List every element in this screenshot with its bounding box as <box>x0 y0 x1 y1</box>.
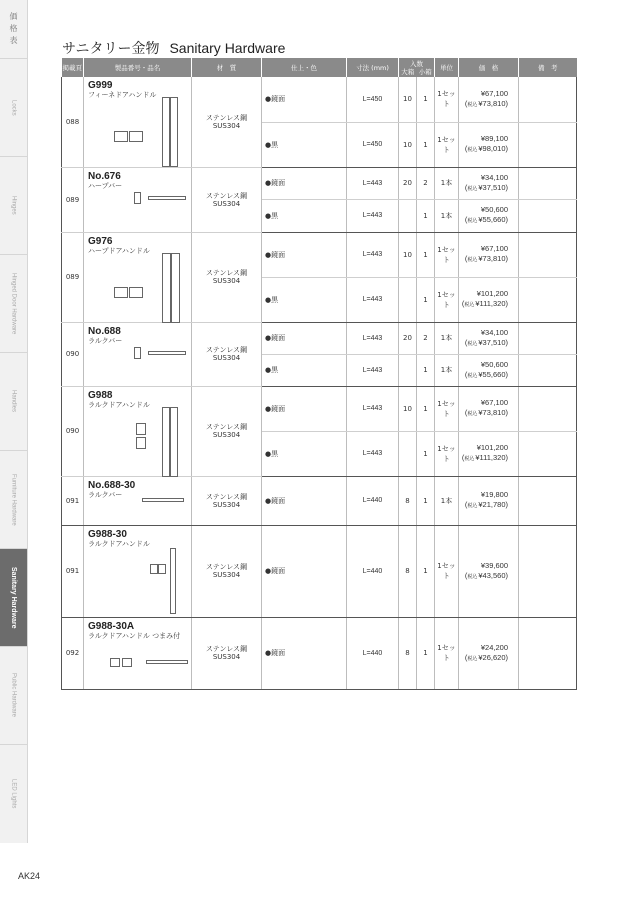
tax-label: 税込 <box>464 456 475 462</box>
material-code: SUS304 <box>212 500 241 509</box>
finish-cell: ●鏡面 <box>262 232 347 277</box>
price: ¥34,100 <box>480 172 508 182</box>
size-cell: L=450 <box>347 122 399 167</box>
side-header-char: 表 <box>9 36 18 45</box>
qty-small-cell: 1 <box>417 525 435 617</box>
finish-cell: ●鏡面 <box>262 167 347 199</box>
product-cell <box>84 167 192 232</box>
price-tax: ¥26,620 <box>478 652 506 662</box>
side-index-header <box>0 0 27 58</box>
header-qty <box>399 58 435 77</box>
qty-large-cell: 10 <box>399 122 417 167</box>
qty-large-cell: 8 <box>399 476 417 525</box>
material-cell <box>192 476 262 525</box>
note-cell <box>519 386 577 431</box>
qty-small-cell: 1 <box>417 431 435 476</box>
unit-cell: 1セット <box>435 232 459 277</box>
material-cell <box>192 386 262 476</box>
product-image <box>114 407 184 477</box>
page-title <box>62 38 285 58</box>
product-image <box>114 97 184 167</box>
size-cell: L=443 <box>347 386 399 431</box>
qty-large-cell <box>399 277 417 322</box>
qty-small-cell: 1 <box>417 386 435 431</box>
finish-cell: ●鏡面 <box>262 386 347 431</box>
qty-large-cell <box>399 354 417 386</box>
material-jp: ステンレス鋼 <box>205 113 248 122</box>
price: ¥101,200 <box>476 443 508 452</box>
price: ¥19,800 <box>480 490 508 499</box>
table-header-row <box>62 58 577 77</box>
price-cell: ¥50,600 (税込¥55,660) <box>459 199 519 232</box>
product-code: G988-30A <box>88 620 135 632</box>
product-code: G988-30 <box>88 528 127 540</box>
material-code: SUS304 <box>212 277 241 285</box>
tax-label: 税込 <box>467 218 478 224</box>
qty-large-cell: 8 <box>399 617 417 689</box>
tax-label: 税込 <box>467 257 478 263</box>
header-size: 寸法 (mm) <box>347 58 399 77</box>
note-cell <box>519 122 577 167</box>
tax-label: 税込 <box>467 340 478 347</box>
tax-label: 税込 <box>467 503 478 509</box>
table-row <box>62 167 577 199</box>
page-ref: 089 <box>62 167 84 232</box>
price-cell: ¥67,100 (税込¥73,810) <box>459 386 519 431</box>
price-tax: ¥43,560 <box>478 570 506 580</box>
material-jp: ステンレス鋼 <box>205 423 248 431</box>
product-name: ラルクドアハンドル つまみ付 <box>88 631 181 640</box>
size-cell: L=443 <box>347 354 399 386</box>
page-title-jp: サニタリー金物 <box>62 41 160 57</box>
product-name: ハープドアハンドル <box>88 246 150 255</box>
qty-small-cell: 1 <box>417 122 435 167</box>
page-ref: 092 <box>62 617 84 689</box>
qty-small-cell: 1 <box>417 354 435 386</box>
price-tax: ¥111,320 <box>475 453 506 462</box>
product-cell <box>84 617 192 689</box>
price-cell: ¥89,100 (税込¥98,010) <box>459 122 519 167</box>
table-row <box>62 77 577 122</box>
material-cell <box>192 525 262 617</box>
tax-label: 税込 <box>467 147 478 153</box>
tax-label: 税込 <box>467 655 478 662</box>
page-ref: 088 <box>62 77 84 167</box>
side-tab-handles[interactable]: Handles <box>0 352 27 450</box>
header-product: 製品番号・品名 <box>84 58 192 77</box>
product-cell <box>84 322 192 386</box>
price-cell: ¥19,800 (税込¥21,780) <box>459 476 519 525</box>
product-image <box>134 347 194 361</box>
page-number: AK24 <box>18 871 41 881</box>
price-cell: ¥101,200 (税込¥111,320) <box>459 431 519 476</box>
product-code: No.688-30 <box>88 479 136 491</box>
price-tax: ¥55,660 <box>478 369 506 379</box>
unit-cell: 1セット <box>435 277 459 322</box>
material-jp: ステンレス鋼 <box>205 645 248 653</box>
page-ref: 091 <box>62 476 84 525</box>
qty-small-cell: 1 <box>417 617 435 689</box>
material-code: SUS304 <box>212 199 241 208</box>
size-cell: L=443 <box>347 431 399 476</box>
size-cell: L=440 <box>347 525 399 617</box>
unit-cell: 1セット <box>435 525 459 617</box>
product-cell <box>84 77 192 167</box>
material-jp: ステンレス鋼 <box>205 269 248 277</box>
finish-cell: ●黒 <box>262 199 347 232</box>
unit-cell: 1セット <box>435 77 459 122</box>
unit-cell: 1本 <box>435 167 459 199</box>
product-code: No.676 <box>88 170 121 182</box>
tax-label: 税込 <box>464 302 475 308</box>
header-page: 掲載頁 <box>62 58 84 77</box>
header-qty-small: 小箱 <box>418 67 432 76</box>
price: ¥50,600 <box>480 359 508 369</box>
product-name: フィーネドアハンドル <box>88 91 157 99</box>
material-cell <box>192 77 262 167</box>
product-cell <box>84 525 192 617</box>
tax-label: 税込 <box>467 101 478 108</box>
price-tax: ¥55,660 <box>478 215 506 224</box>
price: ¥67,100 <box>480 398 508 407</box>
price: ¥39,600 <box>480 560 508 570</box>
unit-cell: 1セット <box>435 386 459 431</box>
finish-cell: ●黒 <box>262 431 347 476</box>
qty-large-cell: 20 <box>399 322 417 354</box>
note-cell <box>519 476 577 525</box>
price-cell: ¥39,600 (税込¥43,560) <box>459 525 519 617</box>
material-jp: ステンレス鋼 <box>205 492 248 501</box>
header-finish: 仕上・色 <box>262 58 347 77</box>
price-cell: ¥67,100 (税込¥73,810) <box>459 77 519 122</box>
side-header-char: 格 <box>9 24 18 33</box>
qty-small-cell: 2 <box>417 167 435 199</box>
price: ¥67,100 <box>480 88 508 98</box>
table-row <box>62 232 577 277</box>
material-cell <box>192 167 262 232</box>
material-cell <box>192 617 262 689</box>
table-row <box>62 386 577 431</box>
finish-cell: ●黒 <box>262 354 347 386</box>
size-cell: L=443 <box>347 167 399 199</box>
product-image <box>110 658 190 672</box>
price-cell: ¥34,100 (税込¥37,510) <box>459 322 519 354</box>
unit-cell: 1セット <box>435 431 459 476</box>
header-unit: 単位 <box>435 58 459 77</box>
price-tax: ¥98,010 <box>478 144 506 153</box>
price-cell: ¥34,100 (税込¥37,510) <box>459 167 519 199</box>
note-cell <box>519 77 577 122</box>
product-code: G976 <box>88 235 113 247</box>
size-cell: L=443 <box>347 322 399 354</box>
product-image <box>142 495 187 507</box>
side-tab-furniture-hardware[interactable]: Furniture Hardware <box>0 450 27 548</box>
page-title-en: Sanitary Hardware <box>169 40 286 56</box>
side-tab-led-lights[interactable]: LED Lights <box>0 744 27 842</box>
finish-cell: ●黒 <box>262 277 347 322</box>
note-cell <box>519 167 577 199</box>
header-qty-large: 大箱 <box>401 67 415 76</box>
tax-label: 税込 <box>467 185 478 192</box>
material-code: SUS304 <box>212 653 241 661</box>
note-cell <box>519 354 577 386</box>
product-cell <box>84 232 192 322</box>
note-cell <box>519 525 577 617</box>
table-row <box>62 476 577 525</box>
price-cell: ¥50,600 (税込¥55,660) <box>459 354 519 386</box>
size-cell: L=443 <box>347 232 399 277</box>
unit-cell: 1本 <box>435 199 459 232</box>
tax-label: 税込 <box>467 411 478 417</box>
unit-cell: 1セット <box>435 617 459 689</box>
finish-cell: ●鏡面 <box>262 77 347 122</box>
material-code: SUS304 <box>212 571 241 579</box>
note-cell <box>519 232 577 277</box>
material-cell <box>192 232 262 322</box>
material-jp: ステンレス鋼 <box>205 563 248 571</box>
product-name: ハープバー <box>88 181 123 190</box>
header-material: 材 質 <box>192 58 262 77</box>
product-name: ラルクバー <box>88 336 123 345</box>
price: ¥101,200 <box>476 289 508 298</box>
size-cell: L=440 <box>347 476 399 525</box>
qty-small-cell: 1 <box>417 232 435 277</box>
side-tab-hinged-door-hardware[interactable]: Hinged Door Hardware <box>0 254 27 352</box>
tax-label: 税込 <box>467 573 478 580</box>
price-table <box>61 58 577 690</box>
material-jp: ステンレス鋼 <box>205 191 248 200</box>
page-ref: 090 <box>62 386 84 476</box>
note-cell <box>519 322 577 354</box>
table-row <box>62 322 577 354</box>
finish-cell: ●鏡面 <box>262 322 347 354</box>
side-tab-sanitary-hardware[interactable]: Sanitary Hardware <box>0 548 27 646</box>
price: ¥89,100 <box>480 134 508 143</box>
unit-cell: 1本 <box>435 322 459 354</box>
header-price: 価 格 <box>459 58 519 77</box>
price-cell: ¥67,100 (税込¥73,810) <box>459 232 519 277</box>
unit-cell: 1本 <box>435 354 459 386</box>
size-cell: L=443 <box>347 199 399 232</box>
product-code: G999 <box>88 80 113 91</box>
finish-cell: ●鏡面 <box>262 476 347 525</box>
side-tab-public-hardware[interactable]: Public Hardware <box>0 646 27 744</box>
product-image <box>134 192 194 206</box>
product-name: ラルクドアハンドル <box>88 400 150 409</box>
price-cell: ¥101,200 (税込¥111,320) <box>459 277 519 322</box>
qty-large-cell: 8 <box>399 525 417 617</box>
qty-small-cell: 1 <box>417 476 435 525</box>
product-name: ラルクバー <box>88 490 123 499</box>
material-code: SUS304 <box>212 431 241 439</box>
table-row <box>62 617 577 689</box>
finish-cell: ●鏡面 <box>262 617 347 689</box>
price-tax: ¥37,510 <box>478 337 506 347</box>
page-ref: 090 <box>62 322 84 386</box>
product-cell <box>84 476 192 525</box>
product-image <box>114 253 184 323</box>
material-code: SUS304 <box>212 121 241 130</box>
table-row <box>62 525 577 617</box>
price: ¥50,600 <box>480 205 508 214</box>
product-code: No.688 <box>88 325 121 337</box>
note-cell <box>519 277 577 322</box>
material-jp: ステンレス鋼 <box>205 346 248 354</box>
qty-large-cell: 20 <box>399 167 417 199</box>
side-tab-hinges[interactable]: Hinges <box>0 156 27 254</box>
unit-cell: 1セット <box>435 122 459 167</box>
price-tax: ¥21,780 <box>478 500 506 509</box>
product-cell <box>84 386 192 476</box>
tax-label: 税込 <box>467 372 478 379</box>
qty-small-cell: 1 <box>417 277 435 322</box>
size-cell: L=450 <box>347 77 399 122</box>
product-code: G988 <box>88 389 113 401</box>
page-ref: 091 <box>62 525 84 617</box>
header-note: 備 考 <box>519 58 577 77</box>
finish-cell: ●鏡面 <box>262 525 347 617</box>
qty-large-cell <box>399 431 417 476</box>
header-qty-label: 入数 <box>410 59 423 68</box>
size-cell: L=440 <box>347 617 399 689</box>
product-name: ラルクドアハンドル <box>88 539 150 548</box>
side-index <box>0 0 28 843</box>
page-ref: 089 <box>62 232 84 322</box>
qty-large-cell: 10 <box>399 232 417 277</box>
qty-large-cell: 10 <box>399 77 417 122</box>
note-cell <box>519 617 577 689</box>
size-cell: L=443 <box>347 277 399 322</box>
material-code: SUS304 <box>212 354 241 362</box>
qty-small-cell: 1 <box>417 199 435 232</box>
unit-cell: 1本 <box>435 476 459 525</box>
price: ¥34,100 <box>480 327 508 337</box>
product-image <box>144 548 194 614</box>
price-cell: ¥24,200 (税込¥26,620) <box>459 617 519 689</box>
price: ¥67,100 <box>480 244 508 253</box>
qty-small-cell: 2 <box>417 322 435 354</box>
price-tax: ¥73,810 <box>478 98 506 108</box>
qty-large-cell: 10 <box>399 386 417 431</box>
price-tax: ¥111,320 <box>475 299 506 308</box>
side-header-char: 価 <box>9 12 18 21</box>
price-tax: ¥73,810 <box>478 408 506 417</box>
qty-small-cell: 1 <box>417 77 435 122</box>
price: ¥24,200 <box>480 642 508 652</box>
price-tax: ¥73,810 <box>478 254 506 263</box>
note-cell <box>519 431 577 476</box>
material-cell <box>192 322 262 386</box>
side-tab-locks[interactable]: Locks <box>0 58 27 156</box>
qty-large-cell <box>399 199 417 232</box>
note-cell <box>519 199 577 232</box>
price-tax: ¥37,510 <box>478 182 506 192</box>
finish-cell: ●黒 <box>262 122 347 167</box>
